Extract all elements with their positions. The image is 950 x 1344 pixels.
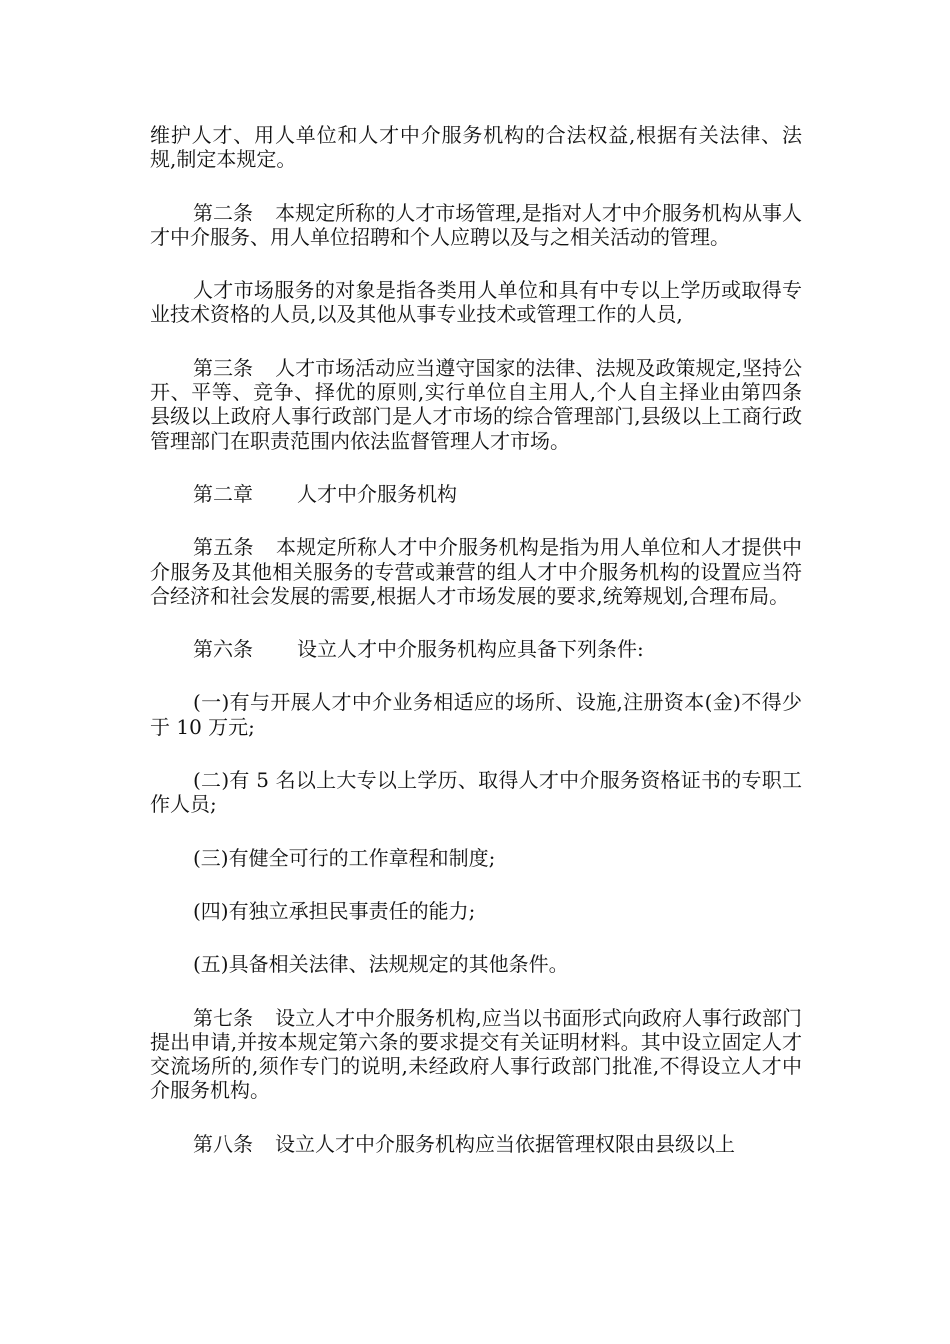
condition-item-5	[150, 952, 802, 976]
chapter-title: 人才中介服务机构	[297, 481, 457, 506]
article-8	[150, 1132, 802, 1156]
paragraph-intro	[150, 123, 802, 172]
article-label: 第七条	[193, 1005, 254, 1030]
article-label: 第三条	[193, 355, 254, 380]
paragraph-text: 维护人才、用人单位和人才中介服务机构的合法权益,根据有关法律、法规,制定本规定。	[150, 123, 802, 172]
condition-text: (一)有与开展人才中介业务相适应的场所、设施,注册资本(金)不得少于 10 万元;	[150, 690, 802, 739]
condition-text: (五)具备相关法律、法规规定的其他条件。	[193, 952, 569, 977]
article-text: 设立人才中介服务机构,应当以书面形式向政府人事行政部门提出申请,并按本规定第六条的要求提交有关证明材料。其中设立固定人才交流场所的,须作专门的说明,未经政府人事行政部门批准,不得设立人才中介服务机构。	[150, 1005, 803, 1103]
article-label: 第六条	[193, 637, 253, 662]
condition-text: (二)有 5 名以上大专以上学历、取得人才中介服务资格证书的专职工作人员;	[150, 768, 802, 817]
article-5	[150, 535, 802, 608]
condition-text: (三)有健全可行的工作章程和制度;	[193, 845, 496, 870]
document-page	[150, 123, 802, 1185]
condition-text: (四)有独立承担民事责任的能力;	[193, 898, 476, 923]
article-text: 本规定所称人才中介服务机构是指为用人单位和人才提供中介服务及其他相关服务的专营或兼营的组人才中介服务机构的设置应当符合经济和社会发展的需要,根据人才市场发展的要求,统筹规划,合理布局。	[150, 535, 803, 608]
article-text: 设立人才中介服务机构应具备下列条件:	[297, 637, 644, 662]
condition-item-4	[150, 899, 802, 923]
article-3	[150, 356, 802, 453]
article-text: 人才市场活动应当遵守国家的法律、法规及政策规定,坚持公开、平等、竞争、择优的原则,实行单位自主用人,个人自主择业由第四条县级以上政府人事行政部门是人才市场的综合管理部门,县级以上工商行政管理部门在职责范围内依法监督管理人才市场。	[150, 355, 803, 453]
article-text: 本规定所称的人才市场管理,是指对人才中介服务机构从事人才中介服务、用人单位招聘和个人应聘以及与之相关活动的管理。	[150, 200, 803, 249]
chapter-2-heading	[150, 482, 802, 506]
article-2	[150, 201, 802, 250]
paragraph-text: 人才市场服务的对象是指各类用人单位和具有中专以上学历或取得专业技术资格的人员,以及其他从事专业技术或管理工作的人员,	[150, 278, 802, 327]
paragraph-service-scope	[150, 278, 802, 327]
condition-item-1	[150, 690, 802, 739]
article-7	[150, 1006, 802, 1103]
article-label: 第八条	[193, 1131, 253, 1156]
article-label: 第五条	[193, 535, 254, 560]
article-text: 设立人才中介服务机构应当依据管理权限由县级以上	[275, 1131, 735, 1156]
chapter-label: 第二章	[193, 481, 253, 506]
condition-item-3	[150, 846, 802, 870]
condition-item-2	[150, 768, 802, 817]
article-6	[150, 637, 802, 661]
article-label: 第二条	[193, 200, 254, 225]
